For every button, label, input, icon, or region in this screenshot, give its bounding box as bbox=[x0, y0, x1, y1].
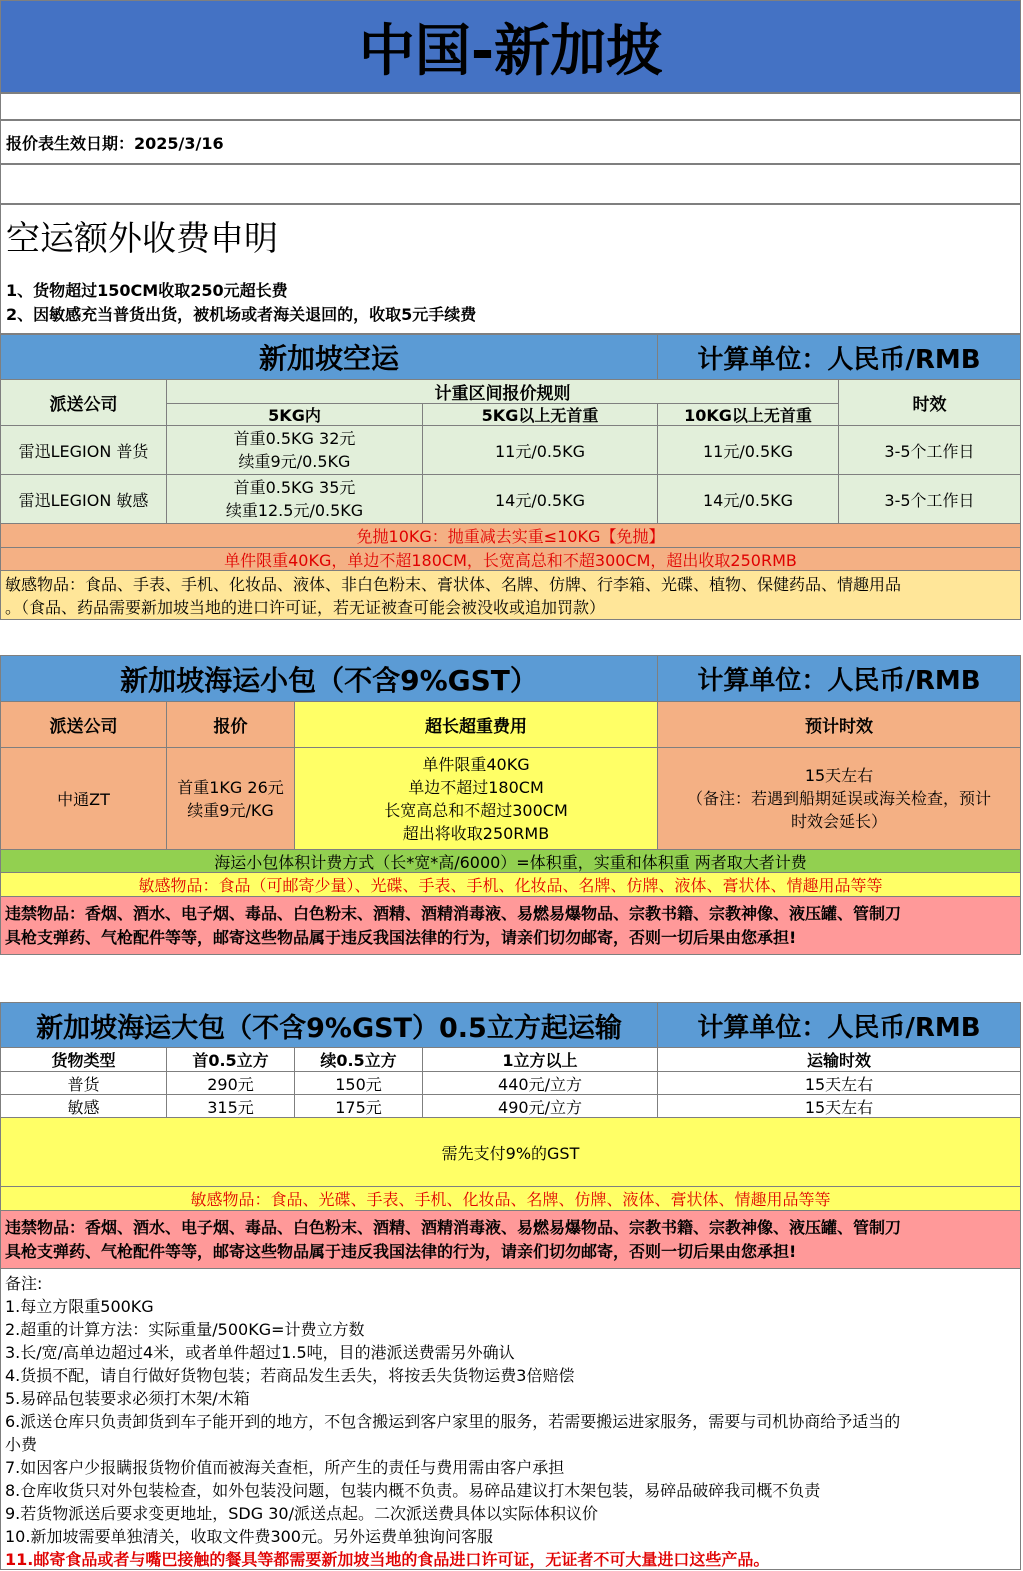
sea-small-price bbox=[166, 747, 295, 850]
remark-item: 3.长/宽/高单边超过4米，或者单件超过1.5吨，目的港派送费需另外确认 bbox=[5, 1343, 515, 1362]
sea-small-time-line: （备注：若遇到船期延误或海关检查，预计 bbox=[686, 789, 991, 808]
air-row-10kg-plus: 14元/0.5KG bbox=[657, 474, 839, 524]
air-col-10kg-plus: 10KG以上无首重 bbox=[657, 403, 839, 426]
air-row-5kg bbox=[166, 425, 423, 475]
air-first-weight: 首重0.5KG 35元 bbox=[233, 478, 356, 497]
sea-big-col-next: 续0.5立方 bbox=[294, 1047, 423, 1072]
sea-big-prohibited bbox=[0, 1210, 1021, 1269]
prohibited-line: 违禁物品：香烟、酒水、电子烟、毒品、白色粉末、酒精、酒精消毒液、易燃易爆物品、宗教书籍、宗教神像、液压罐、管制刀 bbox=[5, 904, 902, 923]
remark-item-important: 11.邮寄食品或者与嘴巴接触的餐具等都需要新加坡当地的食品进口许可证，无证者不可大量进口这些产品。 bbox=[5, 1550, 770, 1569]
air-row-5kg-plus: 14元/0.5KG bbox=[422, 474, 658, 524]
sea-big-title: 新加坡海运大包（不含9%GST）0.5立方起运输 bbox=[0, 1002, 658, 1048]
remarks-heading: 备注: bbox=[5, 1274, 43, 1293]
air-col-rules: 计重区间报价规则 bbox=[166, 379, 839, 404]
prohibited-line: 具枪支弹药、气枪配件等等，邮寄这些物品属于违反我国法律的行为，请亲们切勿邮寄，否则一切后果由您承担! bbox=[5, 1242, 797, 1261]
sea-small-time bbox=[657, 747, 1021, 850]
sea-small-oversize-line: 单边不超过180CM bbox=[408, 777, 544, 797]
remark-item: 2.超重的计算方法：实际重量/500KG=计费立方数 bbox=[5, 1320, 365, 1339]
air-first-weight: 首重0.5KG 32元 bbox=[233, 429, 356, 448]
remark-item: 小费 bbox=[5, 1435, 38, 1454]
sea-small-volume-rule: 海运小包体积计费方式（长*宽*高/6000）=体积重，实重和体积重 两者取大者计费 bbox=[0, 849, 1021, 873]
sea-big-col-type: 货物类型 bbox=[0, 1047, 167, 1072]
remarks-section bbox=[0, 1268, 1021, 1570]
page-title: 中国-新加坡 bbox=[358, 18, 663, 84]
sea-big-row-time: 15天左右 bbox=[657, 1094, 1021, 1118]
surcharge-section bbox=[0, 204, 1021, 334]
air-volume-note: 免抛10KG：抛重减去实重≤10KG【免抛】 bbox=[0, 523, 1021, 548]
air-limit-note: 单件限重40KG，单边不超180CM，长宽高总和不超300CM，超出收取250RMB bbox=[0, 547, 1021, 571]
sea-big-row-next: 175元 bbox=[294, 1094, 423, 1118]
air-sensitive-line: 敏感物品：食品、手表、手机、化妆品、液体、非白色粉末、膏状体、名牌、仿牌、行李箱、光碟、植物、保健药品、情趣用品 bbox=[5, 575, 902, 594]
air-section-title: 新加坡空运 bbox=[0, 334, 658, 380]
sea-small-col-time: 预计时效 bbox=[657, 701, 1021, 748]
sea-big-row-cbm: 490元/立方 bbox=[422, 1094, 658, 1118]
air-row-company: 雷迅LEGION 普货 bbox=[0, 425, 167, 475]
air-row-time: 3-5个工作日 bbox=[838, 425, 1021, 475]
air-col-5kg: 5KG内 bbox=[166, 403, 423, 426]
sea-small-title: 新加坡海运小包（不含9%GST） bbox=[0, 655, 658, 702]
air-col-5kg-plus: 5KG以上无首重 bbox=[422, 403, 658, 426]
sea-big-col-first: 首0.5立方 bbox=[166, 1047, 295, 1072]
sea-big-row-time: 15天左右 bbox=[657, 1071, 1021, 1095]
sea-small-oversize-line: 超出将收取250RMB bbox=[402, 823, 550, 843]
sea-small-col-oversize: 超长超重费用 bbox=[294, 701, 658, 748]
prohibited-line: 具枪支弹药、气枪配件等等，邮寄这些物品属于违反我国法律的行为，请亲们切勿邮寄，否则一切后果由您承担! bbox=[5, 928, 797, 947]
air-col-time: 时效 bbox=[838, 379, 1021, 426]
air-row-10kg-plus: 11元/0.5KG bbox=[657, 425, 839, 475]
effective-date-row bbox=[0, 120, 1021, 164]
air-unit: 计算单位：人民币/RMB bbox=[657, 334, 1021, 380]
air-col-company: 派送公司 bbox=[0, 379, 167, 426]
sea-big-row-first: 290元 bbox=[166, 1071, 295, 1095]
air-sensitive-items bbox=[0, 570, 1021, 620]
sea-small-oversize-line: 长宽高总和不超过300CM bbox=[384, 800, 568, 820]
sea-small-col-price: 报价 bbox=[166, 701, 295, 748]
sea-big-row-next: 150元 bbox=[294, 1071, 423, 1095]
sea-big-col-time: 运输时效 bbox=[657, 1047, 1021, 1072]
sea-small-col-company: 派送公司 bbox=[0, 701, 167, 748]
sea-big-col-1cbm: 1立方以上 bbox=[422, 1047, 658, 1072]
sea-small-sensitive: 敏感物品：食品（可邮寄少量）、光碟、手表、手机、化妆品、名牌、仿牌、液体、膏状体、情趣用品等等 bbox=[0, 872, 1021, 897]
remark-item: 10.新加坡需要单独清关，收取文件费300元。另外运费单独询问客服 bbox=[5, 1527, 493, 1546]
air-row-5kg bbox=[166, 474, 423, 524]
surcharge-heading: 空运额外收费申明 bbox=[6, 219, 278, 259]
sea-big-row-type: 敏感 bbox=[0, 1094, 167, 1118]
air-row-time: 3-5个工作日 bbox=[838, 474, 1021, 524]
air-row-5kg-plus: 11元/0.5KG bbox=[422, 425, 658, 475]
remark-item: 5.易碎品包装要求必须打木架/木箱 bbox=[5, 1389, 250, 1408]
air-next-weight: 续重12.5元/0.5KG bbox=[225, 501, 364, 520]
sea-small-time-line: 15天左右 bbox=[804, 766, 874, 785]
sea-small-time-line: 时效会延长） bbox=[790, 812, 887, 831]
remark-item: 9.若货物派送后要求变更地址，SDG 30/派送点起。二次派送费具体以实际体积议价 bbox=[5, 1504, 598, 1523]
effective-date: 报价表生效日期：2025/3/16 bbox=[6, 133, 224, 153]
remark-item: 4.货损不配，请自行做好货物包装；若商品发生丢失，将按丢失货物运费3倍赔偿 bbox=[5, 1366, 575, 1385]
air-next-weight: 续重9元/0.5KG bbox=[238, 452, 351, 471]
sea-small-price-line: 续重9元/KG bbox=[187, 800, 274, 820]
sea-big-unit: 计算单位：人民币/RMB bbox=[657, 1002, 1021, 1048]
sea-big-sensitive: 敏感物品：食品、光碟、手表、手机、化妆品、名牌、仿牌、液体、膏状体、情趣用品等等 bbox=[0, 1186, 1021, 1211]
surcharge-line: 2、因敏感充当普货出货，被机场或者海关退回的，收取5元手续费 bbox=[6, 305, 477, 324]
surcharge-line: 1、货物超过150CM收取250元超长费 bbox=[6, 281, 288, 300]
sea-big-row-type: 普货 bbox=[0, 1071, 167, 1095]
blank-row bbox=[0, 93, 1021, 120]
sea-small-prohibited bbox=[0, 896, 1021, 955]
sea-small-oversize-line: 单件限重40KG bbox=[422, 754, 530, 774]
sea-small-unit: 计算单位：人民币/RMB bbox=[657, 655, 1021, 702]
remark-item: 7.如因客户少报瞒报货物价值而被海关查柜，所产生的责任与费用需由客户承担 bbox=[5, 1458, 565, 1477]
page-title-banner bbox=[0, 0, 1021, 93]
blank-row bbox=[0, 164, 1021, 204]
sea-small-oversize bbox=[294, 747, 658, 850]
sea-small-company: 中通ZT bbox=[0, 747, 167, 850]
air-row-company: 雷迅LEGION 敏感 bbox=[0, 474, 167, 524]
sea-big-gst: 需先支付9%的GST bbox=[0, 1117, 1021, 1187]
remark-item: 1.每立方限重500KG bbox=[5, 1297, 154, 1316]
sea-big-row-first: 315元 bbox=[166, 1094, 295, 1118]
air-sensitive-line: 。（食品、药品需要新加坡当地的进口许可证，若无证被查可能会被没收或追加罚款） bbox=[5, 598, 606, 617]
remark-item: 6.派送仓库只负责卸货到车子能开到的地方，不包含搬运到客户家里的服务，若需要搬运进家服务，需要与司机协商给予适当的 bbox=[5, 1412, 901, 1431]
prohibited-line: 违禁物品：香烟、酒水、电子烟、毒品、白色粉末、酒精、酒精消毒液、易燃易爆物品、宗教书籍、宗教神像、液压罐、管制刀 bbox=[5, 1218, 902, 1237]
remark-item: 8.仓库收货只对外包装检查，如外包装没问题，包装内概不负责。易碎品建议打木架包装，易碎品破碎我司概不负责 bbox=[5, 1481, 821, 1500]
sea-small-price-line: 首重1KG 26元 bbox=[177, 777, 284, 797]
sea-big-row-cbm: 440元/立方 bbox=[422, 1071, 658, 1095]
